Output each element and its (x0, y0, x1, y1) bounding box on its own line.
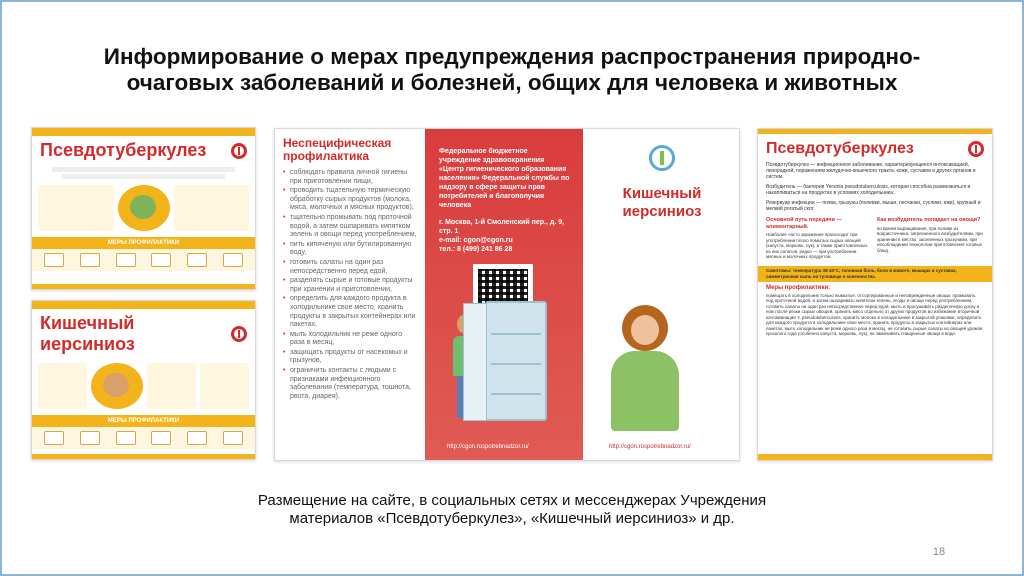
prevention-item: • ограничить контакты с людьми с признаками инфекционного заболевания (температура, тошнота, рвота, диарея). (283, 367, 417, 401)
page-number: 18 (932, 546, 946, 558)
poster-title: Кишечный иерсиниоз (40, 313, 135, 354)
measure-icon (116, 253, 136, 267)
info-box (174, 185, 250, 231)
measure-icon (187, 253, 207, 267)
poster-pseudotuberculosis-large[interactable] (757, 128, 993, 461)
poster-info-row (32, 359, 255, 413)
poster-subtitle-placeholder (32, 167, 255, 179)
poster-bottom-bar (758, 454, 992, 460)
measures-icons (32, 427, 255, 449)
poster-info-row (32, 181, 255, 235)
poster-bottom-bar (32, 284, 255, 289)
measures-label: МЕРЫ ПРОФИЛАКТИКИ (32, 237, 255, 249)
measure-icon (187, 431, 207, 445)
contamination-text: во время выращивания, при поливе из водоисточника, загрязненного возбудителями, при хранении в местах, заселенных грызунами, при несоблюдении технологии приготовления готовых блюд. (877, 225, 983, 253)
poster-agent: Возбудитель — бактерия Yersinia pseudotuberculosis, которая способна размножаться и накапливаться на продуктах в условиях холодильника. (766, 184, 971, 196)
logo-icon (231, 326, 247, 342)
organization-text: Федеральное бюджетное учреждение здравоохранения «Центр гигиенического образования населения» Федеральной службы по надзору в сфере защиты прав потребителей и благополучия человека (439, 148, 570, 209)
slide-caption (150, 492, 874, 528)
prevention-heading: Неспецифическая профилактика (283, 136, 392, 163)
symptoms-strip: Симптомы: температура 38-40°С, головная боль, боли в животе, мышцах и суставах, симметричная сыпь на туловище и конечностях. (758, 266, 992, 282)
contamination-column (877, 217, 984, 260)
prevention-item: • готовить салаты на один раз непосредственно перед едой, (283, 259, 417, 276)
poster-title: Псевдотуберкулез (766, 140, 914, 157)
prevention-item: • защищать продукты от насекомых и грызунов, (283, 349, 417, 366)
measure-icon (44, 253, 64, 267)
poster-header (32, 309, 255, 359)
poster-top-bar (32, 128, 255, 136)
transmission-text: Наиболее часто заражение происходит при употреблении плохо помытых сырых овощей (капуста, морковь, лук), а также приготовленных из них салатов, редко — при употреблении мясных и молочных продуктов. (766, 232, 868, 259)
poster-header (758, 134, 992, 160)
measure-icon (151, 253, 171, 267)
prevention-item: • мыть холодильник не реже одного раза в месяц, (283, 331, 417, 348)
vegetable-illustration (118, 185, 170, 231)
measure-icon (80, 431, 100, 445)
measures-heading: Меры профилактики: (766, 284, 831, 291)
slide-title (30, 44, 994, 96)
brochure-yersiniosis[interactable] (274, 128, 740, 461)
measures-text: помещать в холодильник только вымытые, отсортированные и неповрежденные овощи, промывать под проточной водой, а затем ошпаривать кипятком зелень, ягоды и овощи перед употреблением, готовить салаты на один раз непосредственно перед едой, мыть и просушивать разделочную доску и нож после резки сырых овощей, хранить мясо отдельно от других продуктов во избежание вторичной контаминации Y. pseudotuberculosis, хранить молоко в холодильнике в закрытой упаковке, определить для каждого продукта в холодильнике свое место, хранить продукты в закрытых контейнерах или пакетах, мыть холодильник не реже одного раза в месяц, не готовить сырые салаты из овощей урожая прошлого года (особенно капуста, морковь, лук), не замачивать очищенные овощи в воде. (766, 292, 983, 336)
measure-icon (80, 253, 100, 267)
poster-pseudotuberculosis-small[interactable] (31, 127, 256, 290)
fridge-illustration (485, 301, 547, 421)
info-box (38, 185, 114, 231)
address: г. Москва, 1-й Смоленский пер., д. 9, стр. 1 (439, 219, 565, 235)
poster-top-bar (32, 301, 255, 309)
slide-title-line-1: Информирование о мерах предупреждения распространения природно- (103, 44, 921, 69)
measure-icon (44, 431, 64, 445)
slide-title-line-2: очаговых заболеваний и болезней, общих для человека и животных (126, 70, 898, 95)
prevention-item: • пить кипяченую или бутилированную воду, (283, 241, 417, 258)
measure-icon (116, 431, 136, 445)
transmission-column (766, 217, 873, 260)
sick-woman-illustration (605, 305, 685, 455)
info-box (147, 363, 196, 409)
person-illustration (91, 363, 143, 409)
prevention-item: • определить для каждого продукта в холодильнике свое место, хранить продукты в закрытых контейнерах или пакетах, (283, 295, 417, 329)
contamination-heading: Как возбудитель попадает на овощи? (877, 217, 981, 223)
poster-columns (758, 214, 992, 263)
transmission-heading: Основной путь передачи — алиментарный. (766, 217, 842, 230)
contact-block (425, 210, 583, 254)
info-box (38, 363, 87, 409)
caption-line-1: Размещение на сайте, в социальных сетях и мессенджерах Учреждения (257, 492, 767, 509)
brochure-left-panel (275, 129, 425, 460)
prevention-list (283, 169, 417, 401)
poster-reservoir: Резервуар инфекции — почва, грызуны (полевки, мыши, песчанки, суслики, ежи), крупный и мелкий рогатый скот. (766, 200, 981, 212)
email: e-mail: cgon@cgon.ru (439, 237, 513, 244)
prevention-item: • проводить тщательную термическую обработку сырых продуктов (молока, мяса, молочных и мясных продуктов), (283, 187, 417, 213)
poster-intro: Псевдотуберкулез — инфекционное заболевание, характеризующееся интоксикацией, лихорадкой, поражением желудочно-кишечного тракта, кожи, суставов и других органов и систем. (766, 162, 976, 180)
logo-icon (968, 141, 984, 157)
poster-header (32, 136, 255, 165)
organization-logo-icon (649, 145, 675, 171)
prevention-item: • соблюдать правила личной гигиены при приготовлении пищи, (283, 169, 417, 186)
logo-icon (231, 143, 247, 159)
measure-icon (223, 253, 243, 267)
poster-bottom-bar (32, 454, 255, 459)
site-url[interactable]: http://cgon.rospotrebnadzor.ru/ (447, 444, 529, 450)
poster-yersiniosis-small[interactable] (31, 300, 256, 460)
site-url[interactable]: http://cgon.rospotrebnadzor.ru/ (609, 444, 691, 450)
cover-title: Кишечный иерсиниоз (622, 185, 702, 220)
measure-icon (223, 431, 243, 445)
info-box (200, 363, 249, 409)
measure-icon (151, 431, 171, 445)
measures-label: МЕРЫ ПРОФИЛАКТИКИ (32, 415, 255, 427)
phone: тел.: 8 (499) 241 86 28 (439, 246, 513, 253)
prevention-item: • разделять сырые и готовые продукты при хранении и приготовлении, (283, 277, 417, 294)
prevention-item: • тщательно промывать под проточной водой, а затем ошпаривать кипятком зелень и овощи перед употреблением, (283, 214, 417, 240)
measures-icons (32, 249, 255, 271)
caption-line-2: материалов «Псевдотуберкулез», «Кишечный иерсиниоз» и др. (289, 510, 735, 527)
poster-title: Псевдотуберкулез (40, 140, 207, 160)
